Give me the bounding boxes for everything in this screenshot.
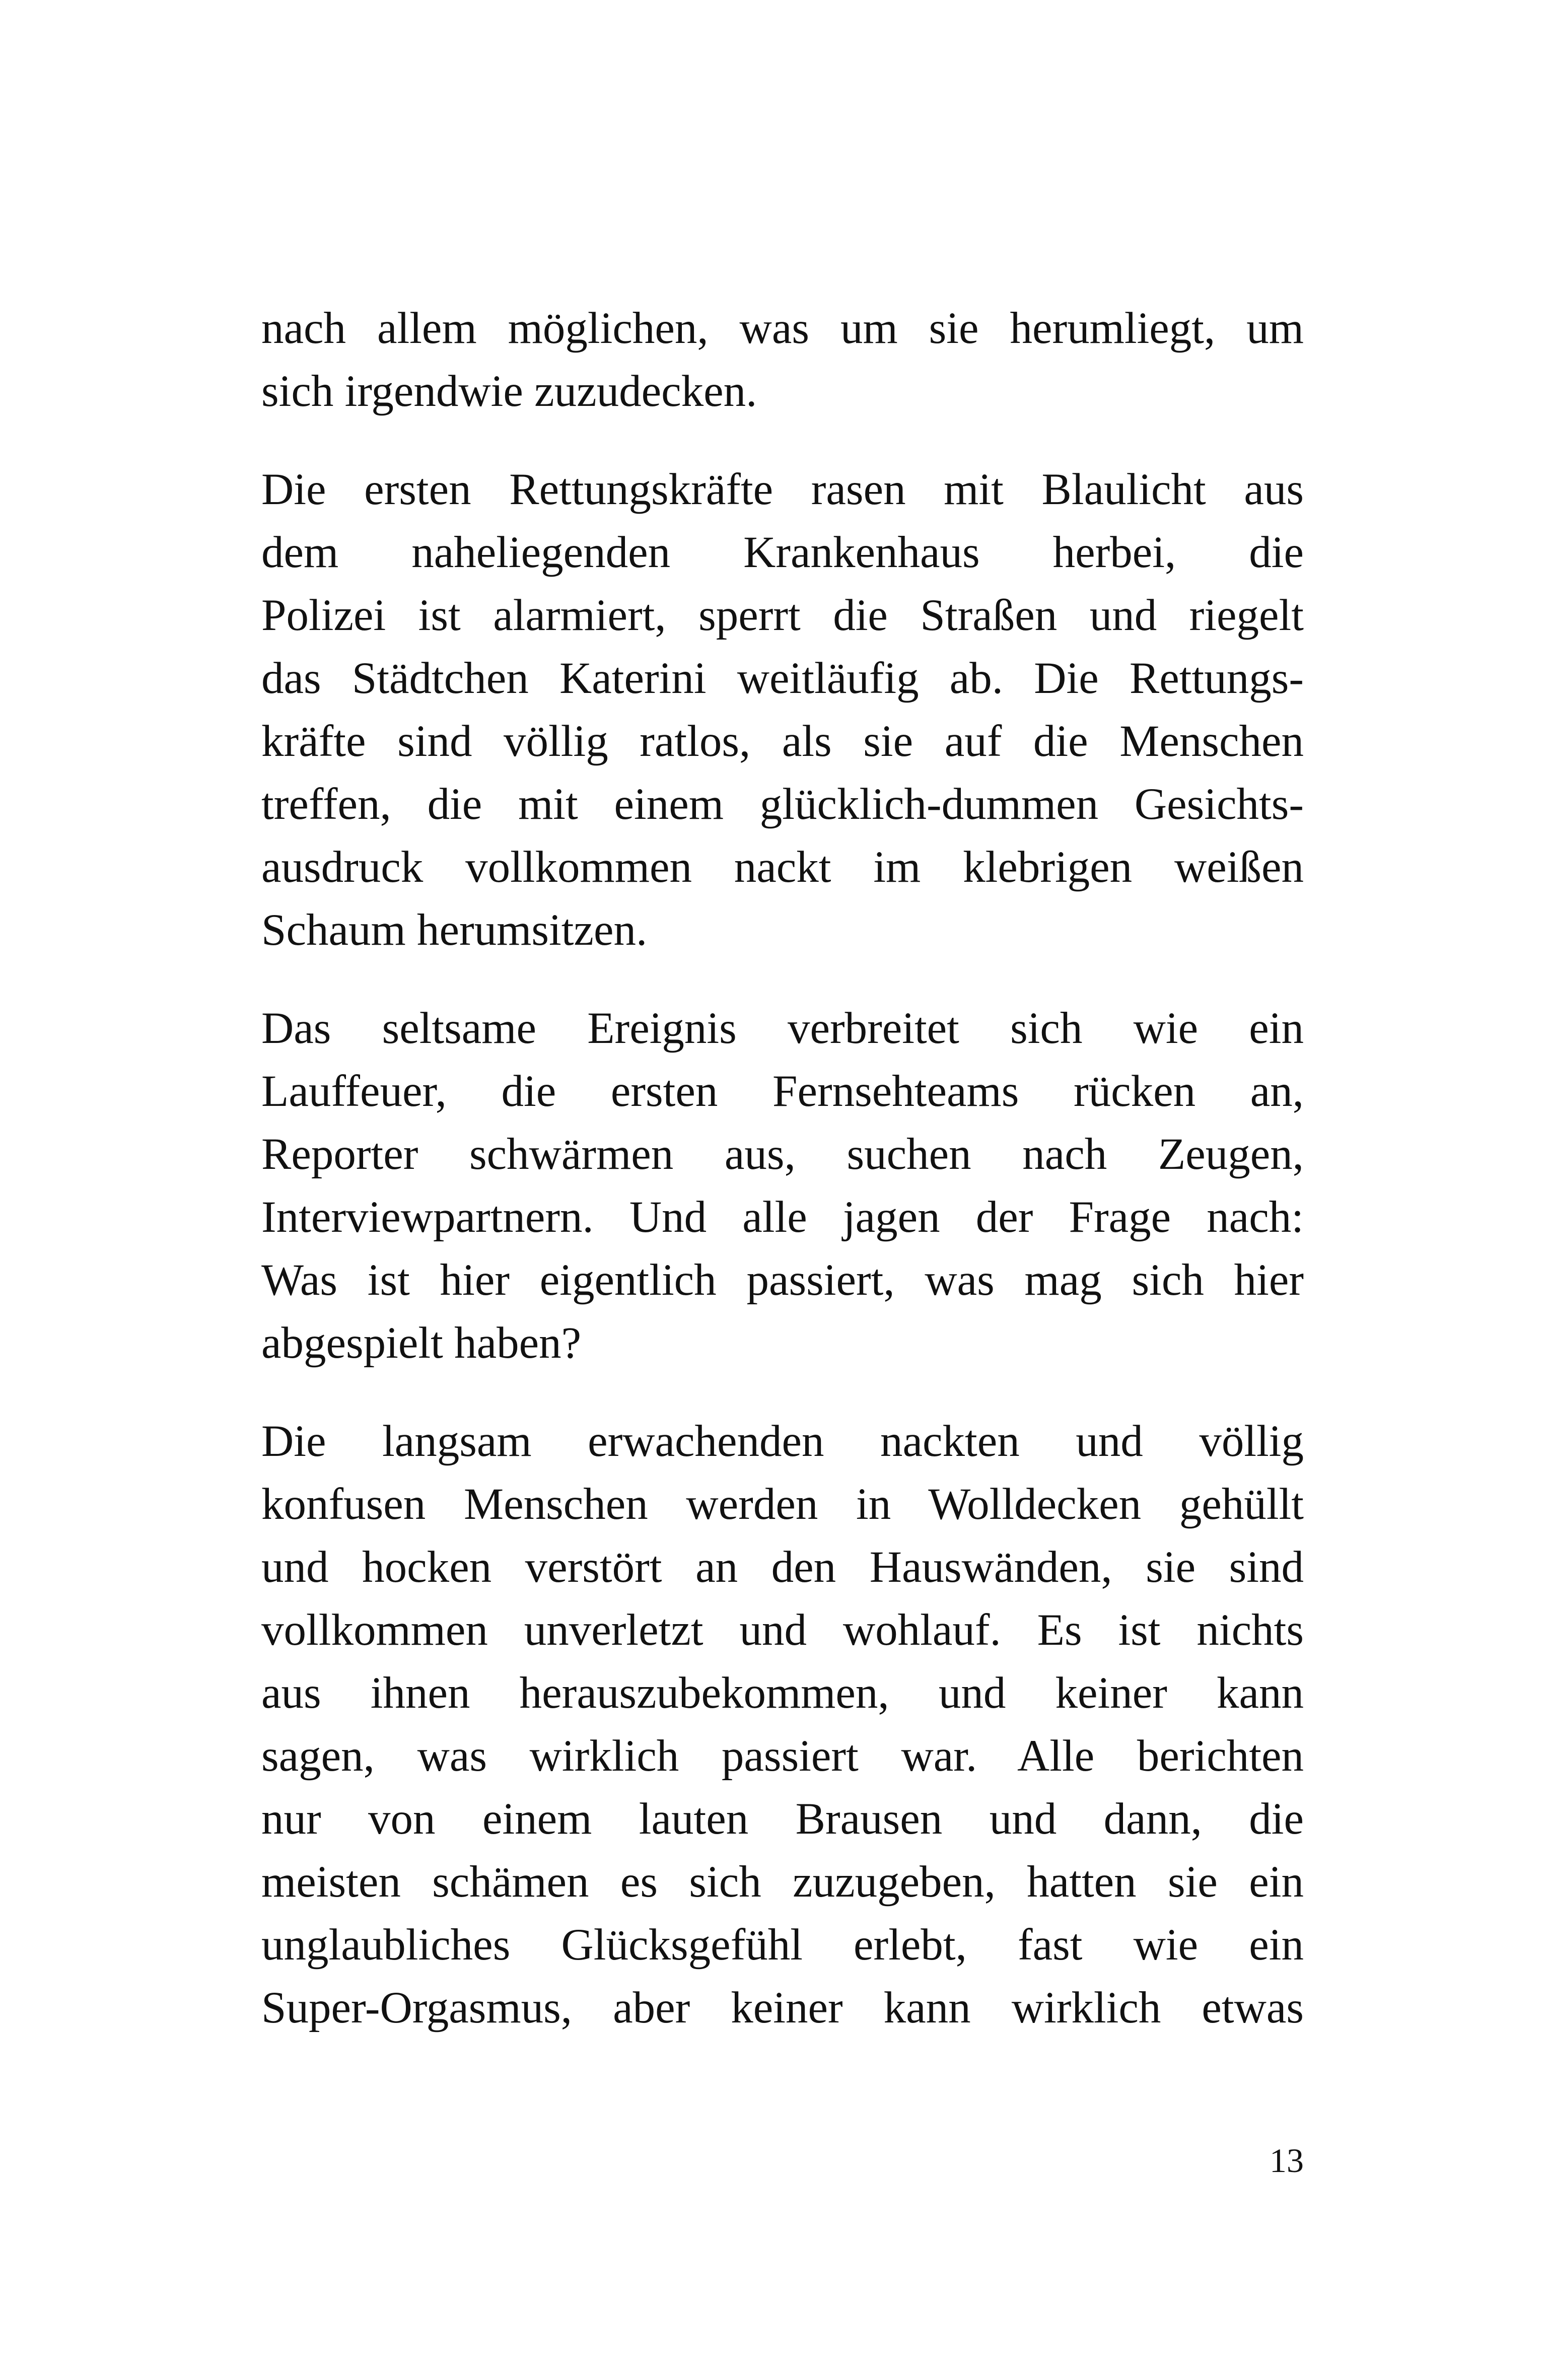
text-line: nach allem möglichen, was um sie herumliegt, um <box>261 304 1304 353</box>
text-line: ausdruck vollkommen nackt im klebrigen weißen <box>261 843 1304 892</box>
text-line: Die ersten Rettungskräfte rasen mit Blaulicht aus <box>261 465 1304 514</box>
text-line: unglaubliches Glücksgefühl erlebt, fast wie ein <box>261 1920 1304 1970</box>
text-line: das Städtchen Katerini weitläufig ab. Die Rettungs- <box>261 654 1304 703</box>
text-line: nur von einem lauten Brausen und dann, die <box>261 1794 1304 1844</box>
text-line: Polizei ist alarmiert, sperrt die Straßen und riegelt <box>261 591 1304 640</box>
text-line: konfusen Menschen werden in Wolldecken gehüllt <box>261 1480 1304 1529</box>
text-line: treffen, die mit einem glücklich-dummen Gesichts- <box>261 780 1304 829</box>
paragraph-2 <box>261 458 1304 962</box>
text-line: Super-Orgasmus, aber keiner kann wirklich etwas <box>261 1983 1304 2033</box>
text-line: meisten schämen es sich zuzugeben, hatten sie ein <box>261 1857 1304 1907</box>
text-line: Schaum herumsitzen. <box>261 905 648 955</box>
paragraph-4 <box>261 1410 1304 2040</box>
text-line: und hocken verstört an den Hauswänden, sie sind <box>261 1543 1304 1592</box>
paragraph-1 <box>261 297 1304 423</box>
page-number: 13 <box>1270 2141 1304 2180</box>
text-line: kräfte sind völlig ratlos, als sie auf die Menschen <box>261 717 1304 766</box>
text-line: aus ihnen herauszubekommen, und keiner kann <box>261 1668 1304 1718</box>
text-line: abgespielt haben? <box>261 1318 582 1368</box>
text-line: Was ist hier eigentlich passiert, was mag sich hier <box>261 1255 1304 1305</box>
text-line: dem naheliegenden Krankenhaus herbei, die <box>261 528 1304 577</box>
text-line: sich irgendwie zuzudecken. <box>261 367 757 416</box>
text-line: Das seltsame Ereignis verbreitet sich wie ein <box>261 1004 1304 1053</box>
text-line: Die langsam erwachenden nackten und völlig <box>261 1417 1304 1466</box>
text-line: vollkommen unverletzt und wohlauf. Es ist nichts <box>261 1605 1304 1655</box>
text-line: Interviewpartnern. Und alle jagen der Frage nach: <box>261 1193 1304 1242</box>
text-line: Reporter schwärmen aus, suchen nach Zeugen, <box>261 1130 1304 1179</box>
text-line: Lauffeuer, die ersten Fernsehteams rücken an, <box>261 1067 1304 1116</box>
body-text <box>261 297 1304 2075</box>
text-line: sagen, was wirklich passiert war. Alle berichten <box>261 1731 1304 1781</box>
paragraph-3 <box>261 997 1304 1375</box>
